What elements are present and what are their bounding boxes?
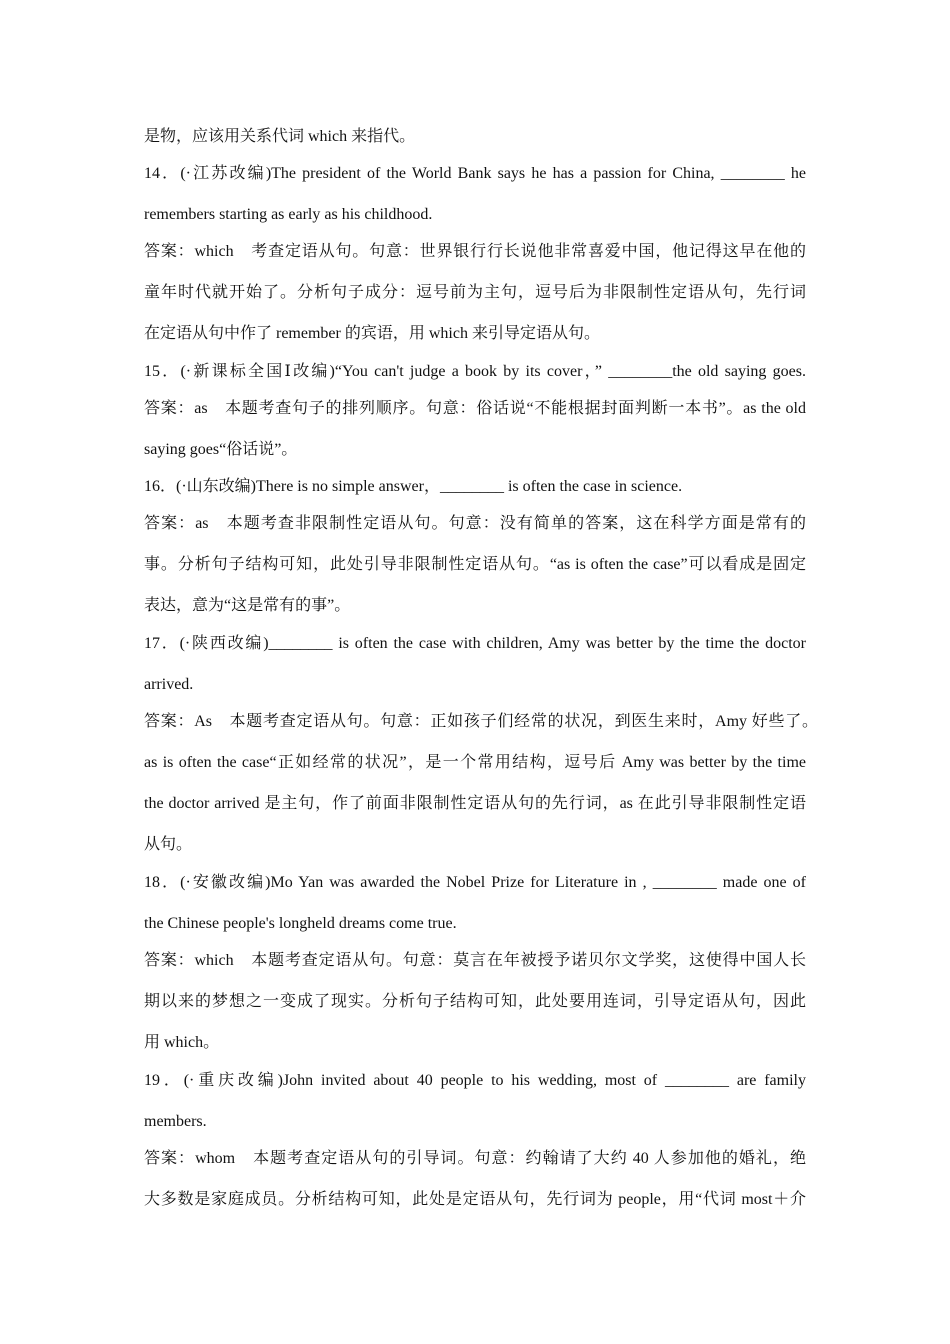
text-line: 事。分析句子结构可知，此处引导非限制性定语从句。“as is often the case”可以看成是固定	[144, 556, 806, 573]
answer-16: 答案：as 本题考查非限制性定语从句。句意：没有简单的答案，这在科学方面是常有的	[144, 515, 806, 532]
question-17: 17．(·陕西改编)________ is often the case with children, Amy was better by the time the doctor	[144, 635, 806, 652]
text-line: as is often the case“正如经常的状况”，是一个常用结构，逗号后 Amy was better by the time	[144, 754, 806, 771]
text-line: 表达，意为“这是常有的事”。	[144, 597, 351, 614]
text-line: the Chinese people's longheld dreams come true.	[144, 915, 457, 932]
text-line: 在定语从句中作了 remember 的宾语，用 which 来引导定语从句。	[144, 325, 600, 342]
question-19: 19．(·重庆改编)John invited about 40 people to his wedding, most of ________ are family	[144, 1072, 806, 1089]
text-line: arrived.	[144, 676, 194, 693]
text-line: 童年时代就开始了。分析句子成分：逗号前为主句，逗号后为非限制性定语从句，先行词	[144, 284, 806, 301]
answer-15: 答案：as 本题考查句子的排列顺序。句意：俗话说“不能根据封面判断一本书”。as the old	[144, 400, 806, 417]
text-line: members.	[144, 1113, 207, 1130]
text-line: 是物，应该用关系代词 which 来指代。	[144, 128, 416, 145]
answer-19: 答案：whom 本题考查定语从句的引导词。句意：约翰请了大约 40 人参加他的婚礼，绝	[144, 1150, 806, 1167]
question-18: 18．(·安徽改编)Mo Yan was awarded the Nobel Prize for Literature in , ________ made one of	[144, 874, 806, 891]
answer-17: 答案：As 本题考查定语从句。句意：正如孩子们经常的状况，到医生来时，Amy 好些了。	[144, 713, 818, 730]
answer-14: 答案：which 考查定语从句。句意：世界银行行长说他非常喜爱中国，他记得这早在他的	[144, 243, 806, 260]
question-15: 15．(·新课标全国Ⅰ改编)“You can't judge a book by its cover，” ________the old saying goes.	[144, 363, 806, 380]
text-line: remembers starting as early as his childhood.	[144, 206, 433, 223]
text-line: saying goes“俗话说”。	[144, 441, 298, 458]
question-14: 14．(·江苏改编)The president of the World Bank says he has a passion for China, ________ he	[144, 165, 806, 182]
text-line: the doctor arrived 是主句，作了前面非限制性定语从句的先行词，as 在此引导非限制性定语	[144, 795, 806, 812]
text-line: 期以来的梦想之一变成了现实。分析句子结构可知，此处要用连词，引导定语从句，因此	[144, 993, 806, 1010]
answer-18: 答案：which 本题考查定语从句。句意：莫言在年被授予诺贝尔文学奖，这使得中国人长	[144, 952, 806, 969]
text-line: 从句。	[144, 836, 193, 853]
text-line: 用 which。	[144, 1034, 220, 1051]
question-16: 16．(·山东改编)There is no simple answer，________ is often the case in science.	[144, 478, 683, 495]
text-line: 大多数是家庭成员。分析结构可知，此处是定语从句，先行词为 people，用“代词 most＋介	[144, 1191, 806, 1208]
